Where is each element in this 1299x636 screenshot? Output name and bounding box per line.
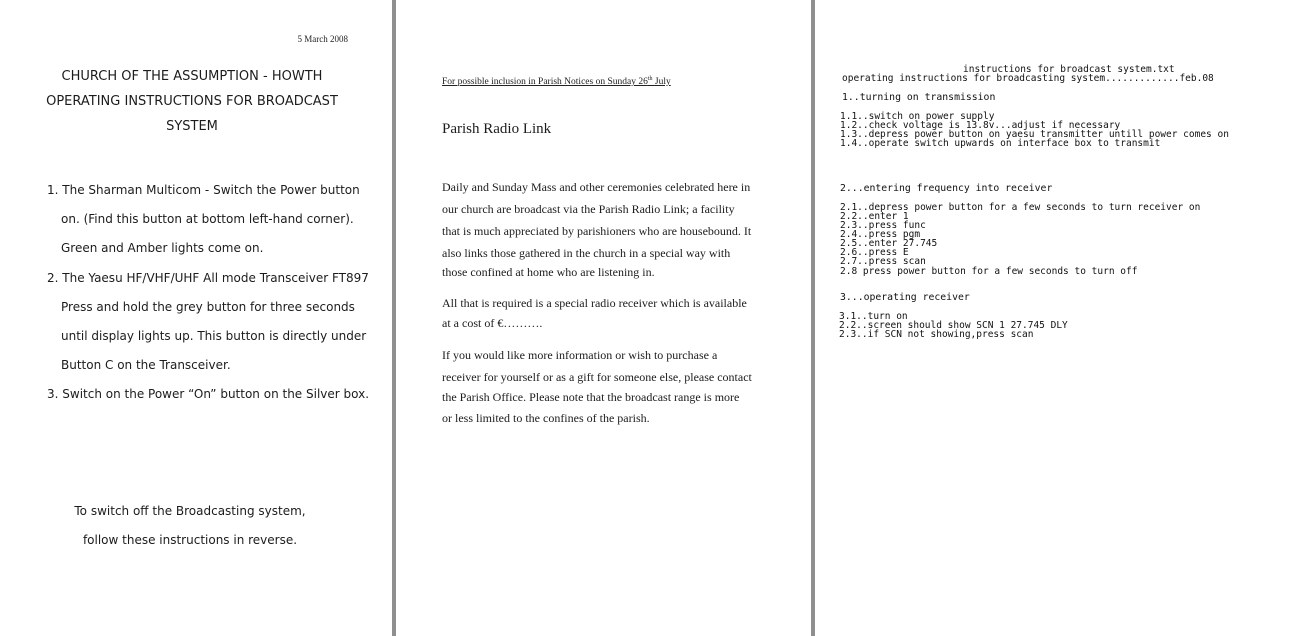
instruction-line: until display lights up. This button is directly under	[61, 329, 367, 343]
instruction-line: 2. The Yaesu HF/VHF/UHF All mode Transceiver FT897	[47, 271, 369, 285]
notice-caption-text: For possible inclusion in Parish Notices on Sunday 26	[442, 77, 648, 88]
step-line: 2.5..enter 27.745	[840, 238, 938, 249]
notice-line: receiver for yourself or as a gift for someone else, please contact	[442, 370, 752, 384]
notice-line: also links those gathered in the church in a special way with	[442, 246, 731, 260]
notice-line: or less limited to the confines of the parish.	[442, 411, 650, 425]
instruction-line: Green and Amber lights come on.	[61, 241, 264, 255]
step-line: 1.1..switch on power supply	[840, 111, 995, 122]
step-line: 3.1..turn on	[839, 311, 908, 322]
instruction-line: 1. The Sharman Multicom - Switch the Power button	[47, 183, 360, 197]
notice-line: the Parish Office. Please note that the broadcast range is more	[442, 390, 740, 404]
parish-notice-page	[396, 0, 811, 636]
step-line: 2.3..press func	[840, 220, 926, 231]
document-date: 5 March 2008	[297, 34, 348, 44]
document-title-line-1: CHURCH OF THE ASSUMPTION - HOWTH	[61, 69, 323, 84]
document-title-line-3: SYSTEM	[166, 119, 218, 134]
step-line: 2.1..depress power button for a few seconds to turn receiver on	[840, 202, 1201, 213]
file-title: instructions for broadcast system.txt	[963, 64, 1175, 75]
step-line: 2.8 press power button for a few seconds to turn off	[840, 266, 1138, 277]
step-line: 2.7..press scan	[840, 256, 926, 267]
switch-off-note-line-1: To switch off the Broadcasting system,	[74, 504, 306, 518]
step-line: 2.4..press pgm	[840, 229, 921, 240]
notice-line: If you would like more information or wish to purchase a	[442, 348, 718, 362]
step-line: 1.4..operate switch upwards on interface box to transmit	[840, 138, 1161, 149]
switch-off-note-line-2: follow these instructions in reverse.	[82, 533, 298, 547]
instructions-page	[0, 0, 392, 636]
instruction-line: Press and hold the grey button for three seconds	[61, 300, 355, 314]
notice-line: those confined at home who are listening in.	[442, 265, 655, 279]
notice-caption-superscript: th	[647, 76, 653, 82]
notice-heading: Parish Radio Link	[442, 121, 552, 137]
section-title: 1..turning on transmission	[842, 92, 996, 103]
notice-line: at a cost of €……….	[442, 316, 543, 330]
notice-line: our church are broadcast via the Parish Radio Link; a facility	[442, 202, 735, 216]
instruction-line: 3. Switch on the Power “On” button on the Silver box.	[47, 387, 370, 401]
step-line: 1.2..check voltage is 13.8v...adjust if necessary	[840, 120, 1121, 131]
file-header: operating instructions for broadcasting system.............feb.08	[842, 73, 1214, 84]
notice-caption	[442, 76, 671, 87]
section-title: 2...entering frequency into receiver	[840, 183, 1053, 194]
instruction-line: on. (Find this button at bottom left-hand corner).	[61, 212, 354, 226]
text-file-page	[815, 0, 1299, 636]
section-title: 3...operating receiver	[840, 292, 970, 303]
step-line: 2.6..press E	[840, 247, 909, 258]
step-line: 2.2..enter 1	[840, 211, 909, 222]
step-line: 2.3..if SCN not showing,press scan	[839, 329, 1034, 340]
instruction-line: Button C on the Transceiver.	[61, 358, 231, 372]
notice-line: that is much appreciated by parishioners who are housebound. It	[442, 224, 752, 238]
step-line: 1.3..depress power button on yaesu transmitter untill power comes on	[840, 129, 1229, 140]
notice-caption-month: July	[652, 77, 671, 88]
document-title-line-2: OPERATING INSTRUCTIONS FOR BROADCAST	[46, 94, 338, 109]
notice-line: Daily and Sunday Mass and other ceremonies celebrated here in	[442, 180, 751, 194]
step-line: 2.2..screen should show SCN 1 27.745 DLY	[839, 320, 1068, 331]
notice-line: All that is required is a special radio receiver which is available	[442, 296, 747, 310]
